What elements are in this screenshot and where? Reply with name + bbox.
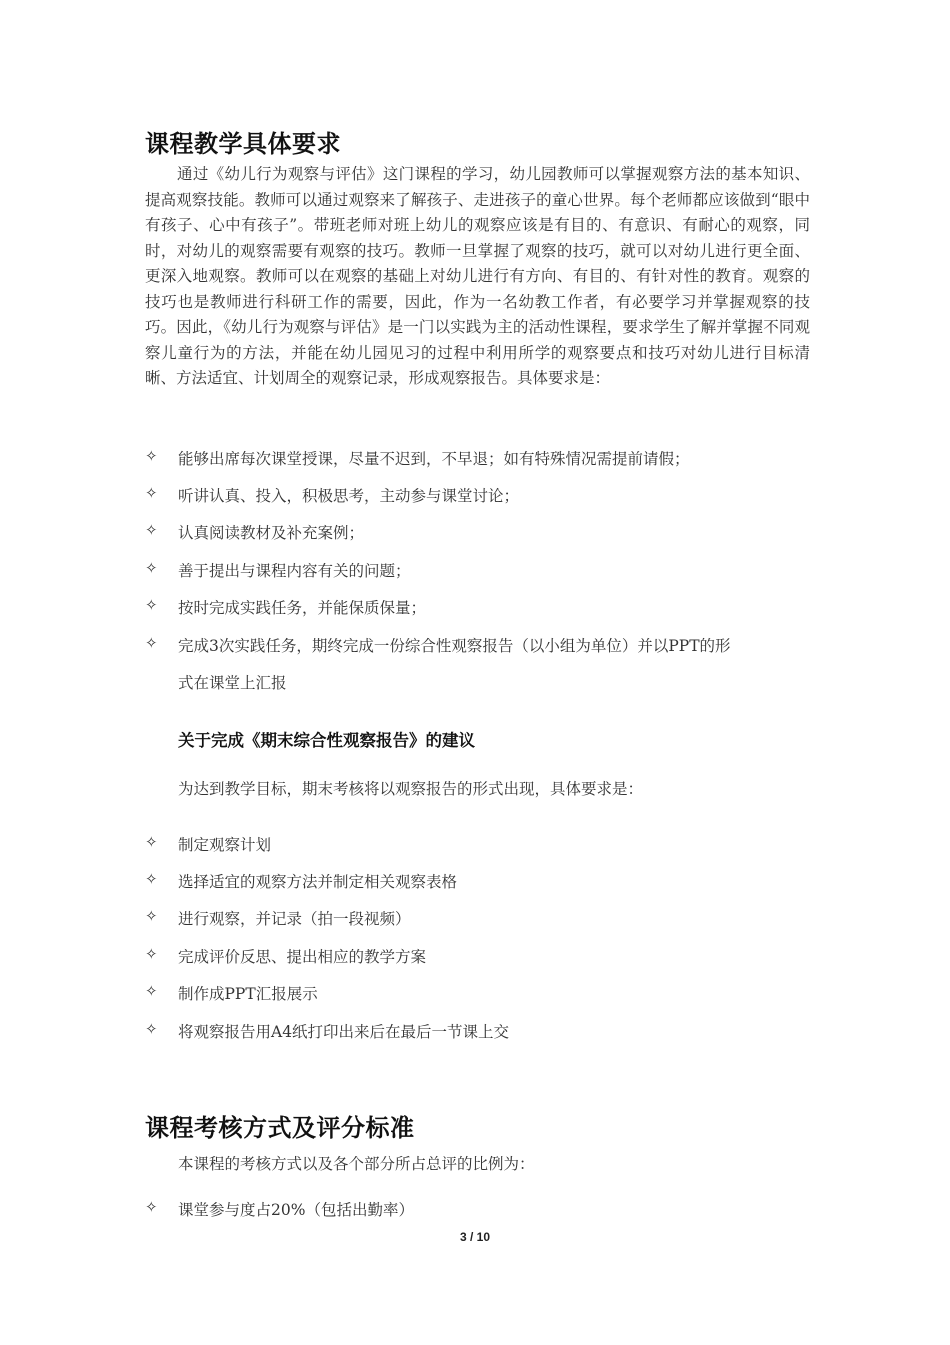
list-item: 将观察报告用A4纸打印出来后在最后一节课上交 [178, 1023, 510, 1041]
list-item: 完成评价反思、提出相应的教学方案 [178, 948, 427, 966]
bullet-icon: ✧ [145, 559, 158, 577]
list-item: 完成3次实践任务，期终完成一份综合性观察报告（以小组为单位）并以PPT的形 [178, 637, 731, 655]
list-item: 听讲认真、投入，积极思考，主动参与课堂讨论； [178, 487, 520, 505]
section-title-assessment: 课程考核方式及评分标准 [145, 1114, 415, 1142]
bullet-icon: ✧ [145, 833, 158, 851]
list-item: 按时完成实践任务，并能保质保量； [178, 599, 427, 617]
list-item: 选择适宜的观察方法并制定相关观察表格 [178, 873, 458, 891]
bullet-icon: ✧ [145, 521, 158, 539]
list-item: 课堂参与度占20%（包括出勤率） [178, 1201, 414, 1219]
bullet-icon: ✧ [145, 596, 158, 614]
list-item: 制定观察计划 [178, 836, 272, 854]
list-item: 进行观察，并记录（拍一段视频） [178, 910, 411, 928]
bullet-icon: ✧ [145, 634, 158, 652]
subsection-title: 关于完成《期末综合性观察报告》的建议 [178, 731, 475, 750]
intro-paragraph: 通过《幼儿行为观察与评估》这门课程的学习，幼儿园教师可以掌握观察方法的基本知识、提高观察技能。教师可以通过观察来了解孩子、走进孩子的童心世界。每个老师都应该做到“眼中有孩子、心中有孩子”。带班老师对班上幼儿的观察应该是有目的、有意识、有耐心的观察，同时，对幼儿的观察需要有观察的技巧。教师一旦掌握了观察的技巧，就可以对幼儿进行更全面、更深入地观察。教师可以在观察的基础上对幼儿进行有方向、有目的、有针对性的教育。观察的技巧也是教师进行科研工作的需要，因此，作为一名幼教工作者，有必要学习并掌握观察的技巧。因此，《幼儿行为观察与评估》是一门以实践为主的活动性课程，要求学生了解并掌握不同观察儿童行为的方法，并能在幼儿园见习的过程中利用所学的观察要点和技巧对幼儿进行目标清晰、方法适宜、计划周全的观察记录，形成观察报告。具体要求是： [145, 165, 810, 387]
list-item: 能够出席每次课堂授课，尽量不迟到，不早退；如有特殊情况需提前请假； [178, 450, 690, 468]
bullet-icon: ✧ [145, 982, 158, 1000]
list-item: 认真阅读教材及补充案例； [178, 524, 365, 542]
assessment-intro: 本课程的考核方式以及各个部分所占总评的比例为： [178, 1155, 535, 1173]
bullet-icon: ✧ [145, 447, 158, 465]
subsection-intro: 为达到教学目标，期末考核将以观察报告的形式出现，具体要求是： [178, 780, 644, 798]
list-item: 制作成PPT汇报展示 [178, 985, 318, 1003]
bullet-icon: ✧ [145, 907, 158, 925]
bullet-icon: ✧ [145, 1020, 158, 1038]
bullet-icon: ✧ [145, 870, 158, 888]
bullet-icon: ✧ [145, 484, 158, 502]
list-item: 善于提出与课程内容有关的问题； [178, 562, 411, 580]
bullet-icon: ✧ [145, 945, 158, 963]
page-number: 3 / 10 [459, 1230, 491, 1244]
bullet-icon: ✧ [145, 1198, 158, 1216]
list-item-continuation: 式在课堂上汇报 [178, 674, 287, 692]
section-title-teaching-requirements: 课程教学具体要求 [145, 130, 341, 158]
